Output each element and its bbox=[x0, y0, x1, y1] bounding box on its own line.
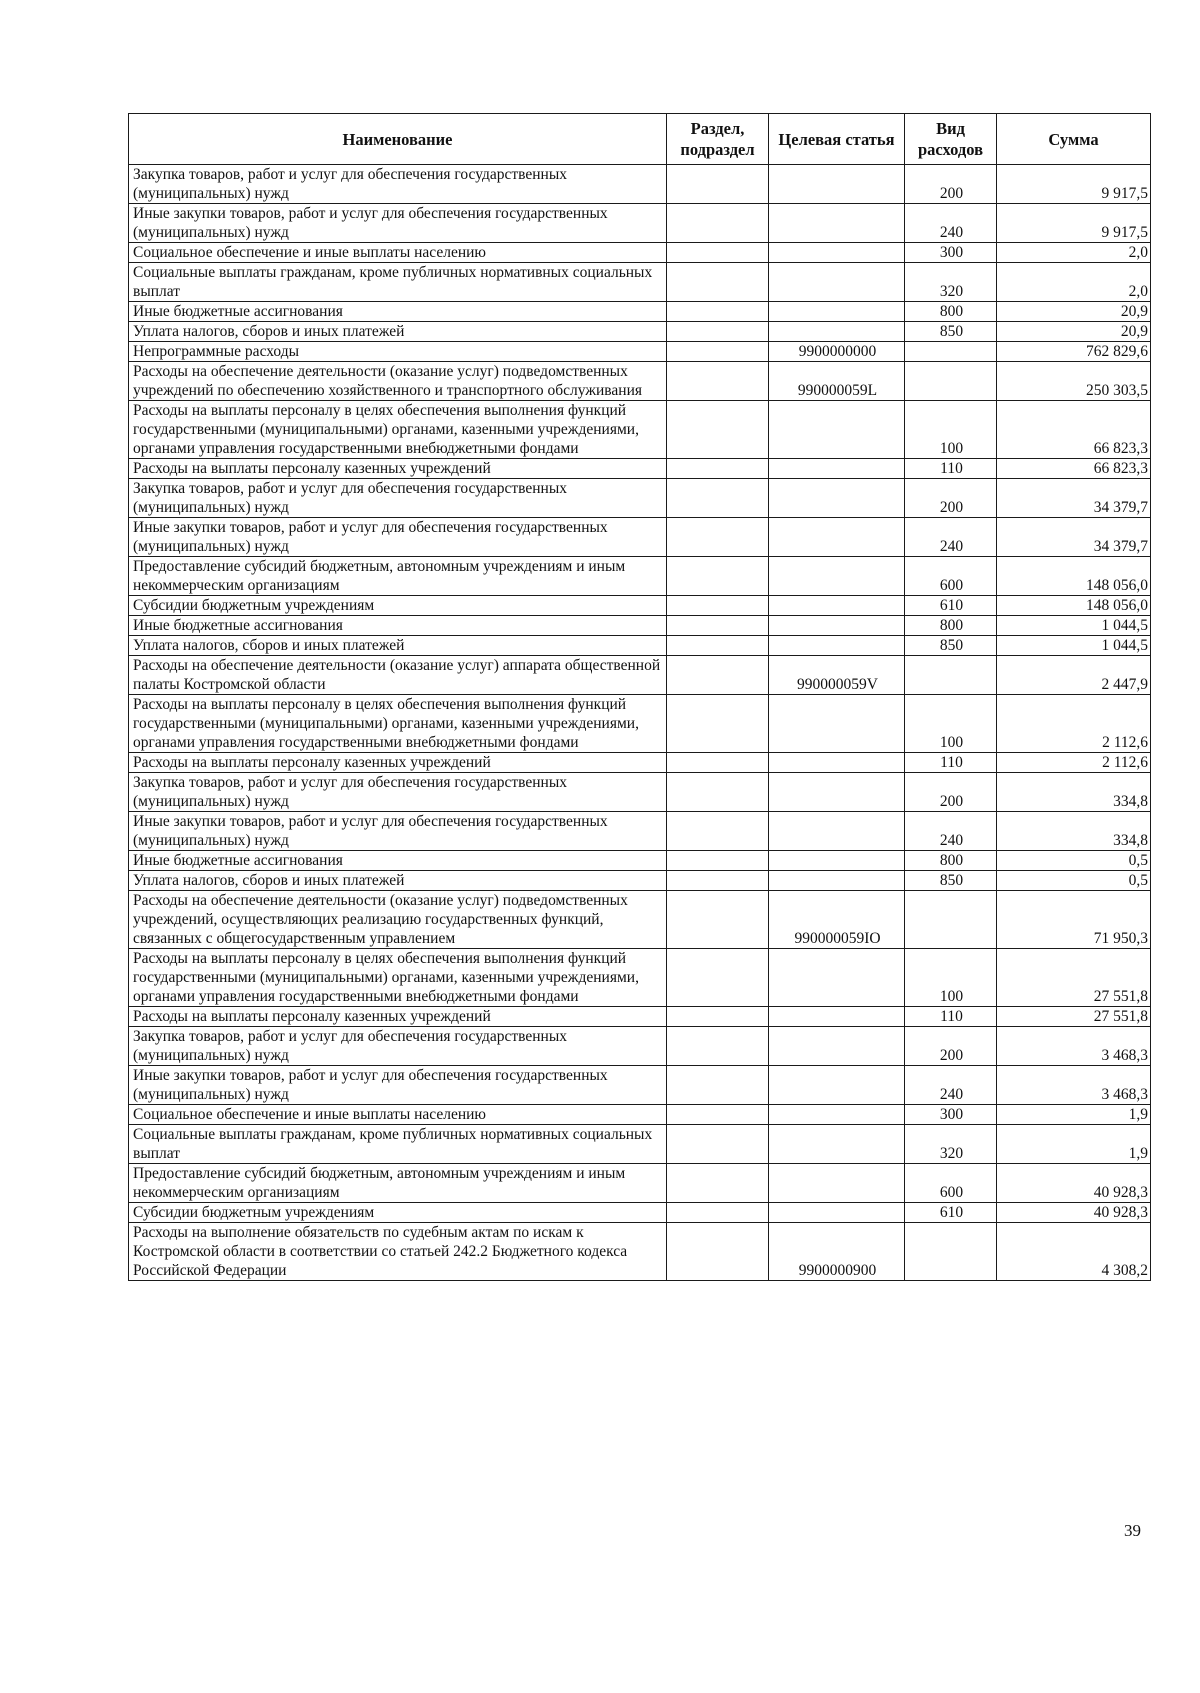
table-row bbox=[129, 557, 1151, 596]
row-section-cell bbox=[667, 891, 769, 949]
row-amount-cell: 27 551,8 bbox=[997, 1007, 1151, 1027]
row-kind-cell: 600 bbox=[905, 557, 997, 596]
header-target: Целевая статья bbox=[769, 114, 905, 165]
table-row bbox=[129, 322, 1151, 342]
table-row bbox=[129, 949, 1151, 1007]
table-row bbox=[129, 1027, 1151, 1066]
row-target-cell bbox=[769, 1203, 905, 1223]
table-row bbox=[129, 362, 1151, 401]
row-name-cell: Уплата налогов, сборов и иных платежей bbox=[129, 871, 667, 891]
row-target-cell: 9900000000 bbox=[769, 342, 905, 362]
row-amount-cell: 2 447,9 bbox=[997, 656, 1151, 695]
row-target-cell bbox=[769, 851, 905, 871]
row-name-cell: Иные закупки товаров, работ и услуг для обеспечения государственных (муниципальных) нужд bbox=[129, 812, 667, 851]
row-target-cell bbox=[769, 1027, 905, 1066]
row-section-cell bbox=[667, 1007, 769, 1027]
row-amount-cell: 3 468,3 bbox=[997, 1027, 1151, 1066]
row-kind-cell: 110 bbox=[905, 753, 997, 773]
row-target-cell: 990000059L bbox=[769, 362, 905, 401]
row-name-cell: Расходы на обеспечение деятельности (оказание услуг) аппарата общественной палаты Костромской области bbox=[129, 656, 667, 695]
row-target-cell bbox=[769, 871, 905, 891]
row-section-cell bbox=[667, 616, 769, 636]
row-target-cell bbox=[769, 1007, 905, 1027]
row-target-cell bbox=[769, 812, 905, 851]
row-section-cell bbox=[667, 812, 769, 851]
row-kind-cell: 100 bbox=[905, 695, 997, 753]
row-name-cell: Субсидии бюджетным учреждениям bbox=[129, 1203, 667, 1223]
row-kind-cell: 110 bbox=[905, 459, 997, 479]
table-header-row bbox=[129, 114, 1151, 165]
row-amount-cell: 9 917,5 bbox=[997, 165, 1151, 204]
header-amount: Сумма bbox=[997, 114, 1151, 165]
row-name-cell: Закупка товаров, работ и услуг для обеспечения государственных (муниципальных) нужд bbox=[129, 773, 667, 812]
row-section-cell bbox=[667, 596, 769, 616]
row-amount-cell: 71 950,3 bbox=[997, 891, 1151, 949]
row-name-cell: Социальные выплаты гражданам, кроме публичных нормативных социальных выплат bbox=[129, 1125, 667, 1164]
table-row bbox=[129, 616, 1151, 636]
row-section-cell bbox=[667, 362, 769, 401]
row-name-cell: Уплата налогов, сборов и иных платежей bbox=[129, 636, 667, 656]
row-name-cell: Социальное обеспечение и иные выплаты населению bbox=[129, 243, 667, 263]
row-name-cell: Расходы на обеспечение деятельности (оказание услуг) подведомственных учреждений по обеспечению хозяйственного и транспортного обслуживания bbox=[129, 362, 667, 401]
row-name-cell: Расходы на выплаты персоналу в целях обеспечения выполнения функций государственными (муниципальными) органами, казенными учреждениями, органами управления государственными внебюджетными фондами bbox=[129, 949, 667, 1007]
row-name-cell: Закупка товаров, работ и услуг для обеспечения государственных (муниципальных) нужд bbox=[129, 479, 667, 518]
row-kind-cell: 240 bbox=[905, 812, 997, 851]
row-amount-cell: 148 056,0 bbox=[997, 557, 1151, 596]
table-row bbox=[129, 401, 1151, 459]
row-amount-cell: 34 379,7 bbox=[997, 479, 1151, 518]
row-section-cell bbox=[667, 342, 769, 362]
row-section-cell bbox=[667, 459, 769, 479]
row-kind-cell: 110 bbox=[905, 1007, 997, 1027]
row-name-cell: Предоставление субсидий бюджетным, автономным учреждениям и иным некоммерческим организациям bbox=[129, 557, 667, 596]
row-kind-cell: 200 bbox=[905, 479, 997, 518]
row-amount-cell: 250 303,5 bbox=[997, 362, 1151, 401]
row-amount-cell: 40 928,3 bbox=[997, 1164, 1151, 1203]
row-amount-cell: 27 551,8 bbox=[997, 949, 1151, 1007]
row-target-cell: 990000059V bbox=[769, 656, 905, 695]
row-section-cell bbox=[667, 165, 769, 204]
row-amount-cell: 2 112,6 bbox=[997, 695, 1151, 753]
table-row bbox=[129, 165, 1151, 204]
row-kind-cell bbox=[905, 362, 997, 401]
table-row bbox=[129, 773, 1151, 812]
row-name-cell: Иные бюджетные ассигнования bbox=[129, 851, 667, 871]
row-target-cell bbox=[769, 518, 905, 557]
row-name-cell: Субсидии бюджетным учреждениям bbox=[129, 596, 667, 616]
row-target-cell bbox=[769, 165, 905, 204]
row-target-cell bbox=[769, 322, 905, 342]
row-target-cell bbox=[769, 753, 905, 773]
row-amount-cell: 0,5 bbox=[997, 851, 1151, 871]
row-amount-cell: 40 928,3 bbox=[997, 1203, 1151, 1223]
row-amount-cell: 4 308,2 bbox=[997, 1223, 1151, 1281]
row-target-cell bbox=[769, 263, 905, 302]
table-row bbox=[129, 263, 1151, 302]
table-row bbox=[129, 1066, 1151, 1105]
row-target-cell bbox=[769, 1066, 905, 1105]
row-kind-cell: 800 bbox=[905, 616, 997, 636]
table-row bbox=[129, 302, 1151, 322]
row-section-cell bbox=[667, 557, 769, 596]
table-row bbox=[129, 1164, 1151, 1203]
row-kind-cell: 200 bbox=[905, 1027, 997, 1066]
row-amount-cell: 148 056,0 bbox=[997, 596, 1151, 616]
row-amount-cell: 2,0 bbox=[997, 243, 1151, 263]
row-section-cell bbox=[667, 302, 769, 322]
row-kind-cell: 200 bbox=[905, 773, 997, 812]
row-target-cell bbox=[769, 557, 905, 596]
row-target-cell bbox=[769, 459, 905, 479]
row-kind-cell: 240 bbox=[905, 518, 997, 557]
budget-table bbox=[128, 113, 1151, 1281]
header-kind: Вид расходов bbox=[905, 114, 997, 165]
row-kind-cell: 600 bbox=[905, 1164, 997, 1203]
row-name-cell: Иные закупки товаров, работ и услуг для обеспечения государственных (муниципальных) нужд bbox=[129, 1066, 667, 1105]
row-kind-cell bbox=[905, 891, 997, 949]
row-name-cell: Предоставление субсидий бюджетным, автономным учреждениям и иным некоммерческим организациям bbox=[129, 1164, 667, 1203]
row-section-cell bbox=[667, 636, 769, 656]
row-kind-cell: 610 bbox=[905, 596, 997, 616]
row-amount-cell: 2 112,6 bbox=[997, 753, 1151, 773]
row-kind-cell: 850 bbox=[905, 636, 997, 656]
row-amount-cell: 0,5 bbox=[997, 871, 1151, 891]
row-kind-cell: 850 bbox=[905, 871, 997, 891]
row-name-cell: Иные закупки товаров, работ и услуг для обеспечения государственных (муниципальных) нужд bbox=[129, 518, 667, 557]
row-amount-cell: 1 044,5 bbox=[997, 616, 1151, 636]
row-target-cell bbox=[769, 636, 905, 656]
table-row bbox=[129, 342, 1151, 362]
row-kind-cell: 800 bbox=[905, 302, 997, 322]
row-section-cell bbox=[667, 1027, 769, 1066]
row-target-cell bbox=[769, 1164, 905, 1203]
row-target-cell bbox=[769, 479, 905, 518]
row-name-cell: Расходы на выплаты персоналу казенных учреждений bbox=[129, 459, 667, 479]
row-section-cell bbox=[667, 322, 769, 342]
table-row bbox=[129, 851, 1151, 871]
table-row bbox=[129, 204, 1151, 243]
table-row bbox=[129, 596, 1151, 616]
row-name-cell: Расходы на выплаты персоналу казенных учреждений bbox=[129, 1007, 667, 1027]
row-section-cell bbox=[667, 518, 769, 557]
row-target-cell bbox=[769, 773, 905, 812]
row-section-cell bbox=[667, 753, 769, 773]
row-kind-cell: 100 bbox=[905, 401, 997, 459]
row-target-cell bbox=[769, 243, 905, 263]
row-name-cell: Уплата налогов, сборов и иных платежей bbox=[129, 322, 667, 342]
row-amount-cell: 762 829,6 bbox=[997, 342, 1151, 362]
row-section-cell bbox=[667, 243, 769, 263]
row-amount-cell: 20,9 bbox=[997, 302, 1151, 322]
row-kind-cell: 850 bbox=[905, 322, 997, 342]
row-amount-cell: 1 044,5 bbox=[997, 636, 1151, 656]
row-kind-cell: 320 bbox=[905, 1125, 997, 1164]
row-amount-cell: 334,8 bbox=[997, 812, 1151, 851]
row-name-cell: Закупка товаров, работ и услуг для обеспечения государственных (муниципальных) нужд bbox=[129, 1027, 667, 1066]
header-section: Раздел, подраздел bbox=[667, 114, 769, 165]
row-amount-cell: 66 823,3 bbox=[997, 459, 1151, 479]
row-kind-cell: 800 bbox=[905, 851, 997, 871]
row-target-cell bbox=[769, 1125, 905, 1164]
row-name-cell: Закупка товаров, работ и услуг для обеспечения государственных (муниципальных) нужд bbox=[129, 165, 667, 204]
header-name: Наименование bbox=[129, 114, 667, 165]
row-target-cell bbox=[769, 695, 905, 753]
row-amount-cell: 20,9 bbox=[997, 322, 1151, 342]
row-name-cell: Расходы на обеспечение деятельности (оказание услуг) подведомственных учреждений, осуществляющих реализацию государственных функций, связанных с общегосударственным управлением bbox=[129, 891, 667, 949]
table-row bbox=[129, 1105, 1151, 1125]
row-section-cell bbox=[667, 1223, 769, 1281]
row-section-cell bbox=[667, 1164, 769, 1203]
table-row bbox=[129, 1125, 1151, 1164]
row-section-cell bbox=[667, 263, 769, 302]
row-section-cell bbox=[667, 1125, 769, 1164]
table-row bbox=[129, 695, 1151, 753]
row-name-cell: Расходы на выплаты персоналу в целях обеспечения выполнения функций государственными (муниципальными) органами, казенными учреждениями, органами управления государственными внебюджетными фондами bbox=[129, 401, 667, 459]
row-kind-cell: 100 bbox=[905, 949, 997, 1007]
row-name-cell: Расходы на выплаты персоналу казенных учреждений bbox=[129, 753, 667, 773]
row-target-cell bbox=[769, 949, 905, 1007]
row-section-cell bbox=[667, 401, 769, 459]
row-name-cell: Расходы на выполнение обязательств по судебным актам по искам к Костромской области в соответствии со статьей 242.2 Бюджетного кодекса Российской Федерации bbox=[129, 1223, 667, 1281]
row-target-cell bbox=[769, 596, 905, 616]
row-section-cell bbox=[667, 1203, 769, 1223]
row-section-cell bbox=[667, 656, 769, 695]
table-row bbox=[129, 518, 1151, 557]
row-target-cell bbox=[769, 401, 905, 459]
table-row bbox=[129, 479, 1151, 518]
table-row bbox=[129, 1007, 1151, 1027]
row-name-cell: Расходы на выплаты персоналу в целях обеспечения выполнения функций государственными (муниципальными) органами, казенными учреждениями, органами управления государственными внебюджетными фондами bbox=[129, 695, 667, 753]
row-kind-cell: 240 bbox=[905, 204, 997, 243]
row-name-cell: Иные закупки товаров, работ и услуг для обеспечения государственных (муниципальных) нужд bbox=[129, 204, 667, 243]
row-kind-cell: 240 bbox=[905, 1066, 997, 1105]
row-amount-cell: 3 468,3 bbox=[997, 1066, 1151, 1105]
table-row bbox=[129, 636, 1151, 656]
row-name-cell: Социальное обеспечение и иные выплаты населению bbox=[129, 1105, 667, 1125]
row-section-cell bbox=[667, 773, 769, 812]
row-kind-cell: 300 bbox=[905, 1105, 997, 1125]
row-kind-cell bbox=[905, 342, 997, 362]
table-row bbox=[129, 753, 1151, 773]
row-target-cell bbox=[769, 616, 905, 636]
row-name-cell: Иные бюджетные ассигнования bbox=[129, 616, 667, 636]
row-name-cell: Непрограммные расходы bbox=[129, 342, 667, 362]
page-number: 39 bbox=[1124, 1521, 1141, 1540]
row-kind-cell: 320 bbox=[905, 263, 997, 302]
table-row bbox=[129, 812, 1151, 851]
table-row bbox=[129, 1203, 1151, 1223]
row-amount-cell: 1,9 bbox=[997, 1105, 1151, 1125]
row-amount-cell: 334,8 bbox=[997, 773, 1151, 812]
row-kind-cell: 200 bbox=[905, 165, 997, 204]
table-row bbox=[129, 871, 1151, 891]
row-amount-cell: 9 917,5 bbox=[997, 204, 1151, 243]
row-amount-cell: 1,9 bbox=[997, 1125, 1151, 1164]
row-kind-cell bbox=[905, 1223, 997, 1281]
row-section-cell bbox=[667, 695, 769, 753]
table-row bbox=[129, 459, 1151, 479]
row-section-cell bbox=[667, 204, 769, 243]
table-row bbox=[129, 243, 1151, 263]
row-target-cell bbox=[769, 204, 905, 243]
row-section-cell bbox=[667, 949, 769, 1007]
row-section-cell bbox=[667, 479, 769, 518]
table-row bbox=[129, 891, 1151, 949]
row-kind-cell bbox=[905, 656, 997, 695]
row-target-cell bbox=[769, 302, 905, 322]
row-target-cell: 990000059IO bbox=[769, 891, 905, 949]
row-amount-cell: 34 379,7 bbox=[997, 518, 1151, 557]
row-kind-cell: 610 bbox=[905, 1203, 997, 1223]
table-row bbox=[129, 656, 1151, 695]
row-name-cell: Социальные выплаты гражданам, кроме публичных нормативных социальных выплат bbox=[129, 263, 667, 302]
row-section-cell bbox=[667, 1105, 769, 1125]
row-section-cell bbox=[667, 871, 769, 891]
row-amount-cell: 66 823,3 bbox=[997, 401, 1151, 459]
table-body bbox=[129, 165, 1151, 1281]
table-row bbox=[129, 1223, 1151, 1281]
row-target-cell: 9900000900 bbox=[769, 1223, 905, 1281]
row-name-cell: Иные бюджетные ассигнования bbox=[129, 302, 667, 322]
row-kind-cell: 300 bbox=[905, 243, 997, 263]
row-amount-cell: 2,0 bbox=[997, 263, 1151, 302]
row-section-cell bbox=[667, 851, 769, 871]
row-target-cell bbox=[769, 1105, 905, 1125]
row-section-cell bbox=[667, 1066, 769, 1105]
